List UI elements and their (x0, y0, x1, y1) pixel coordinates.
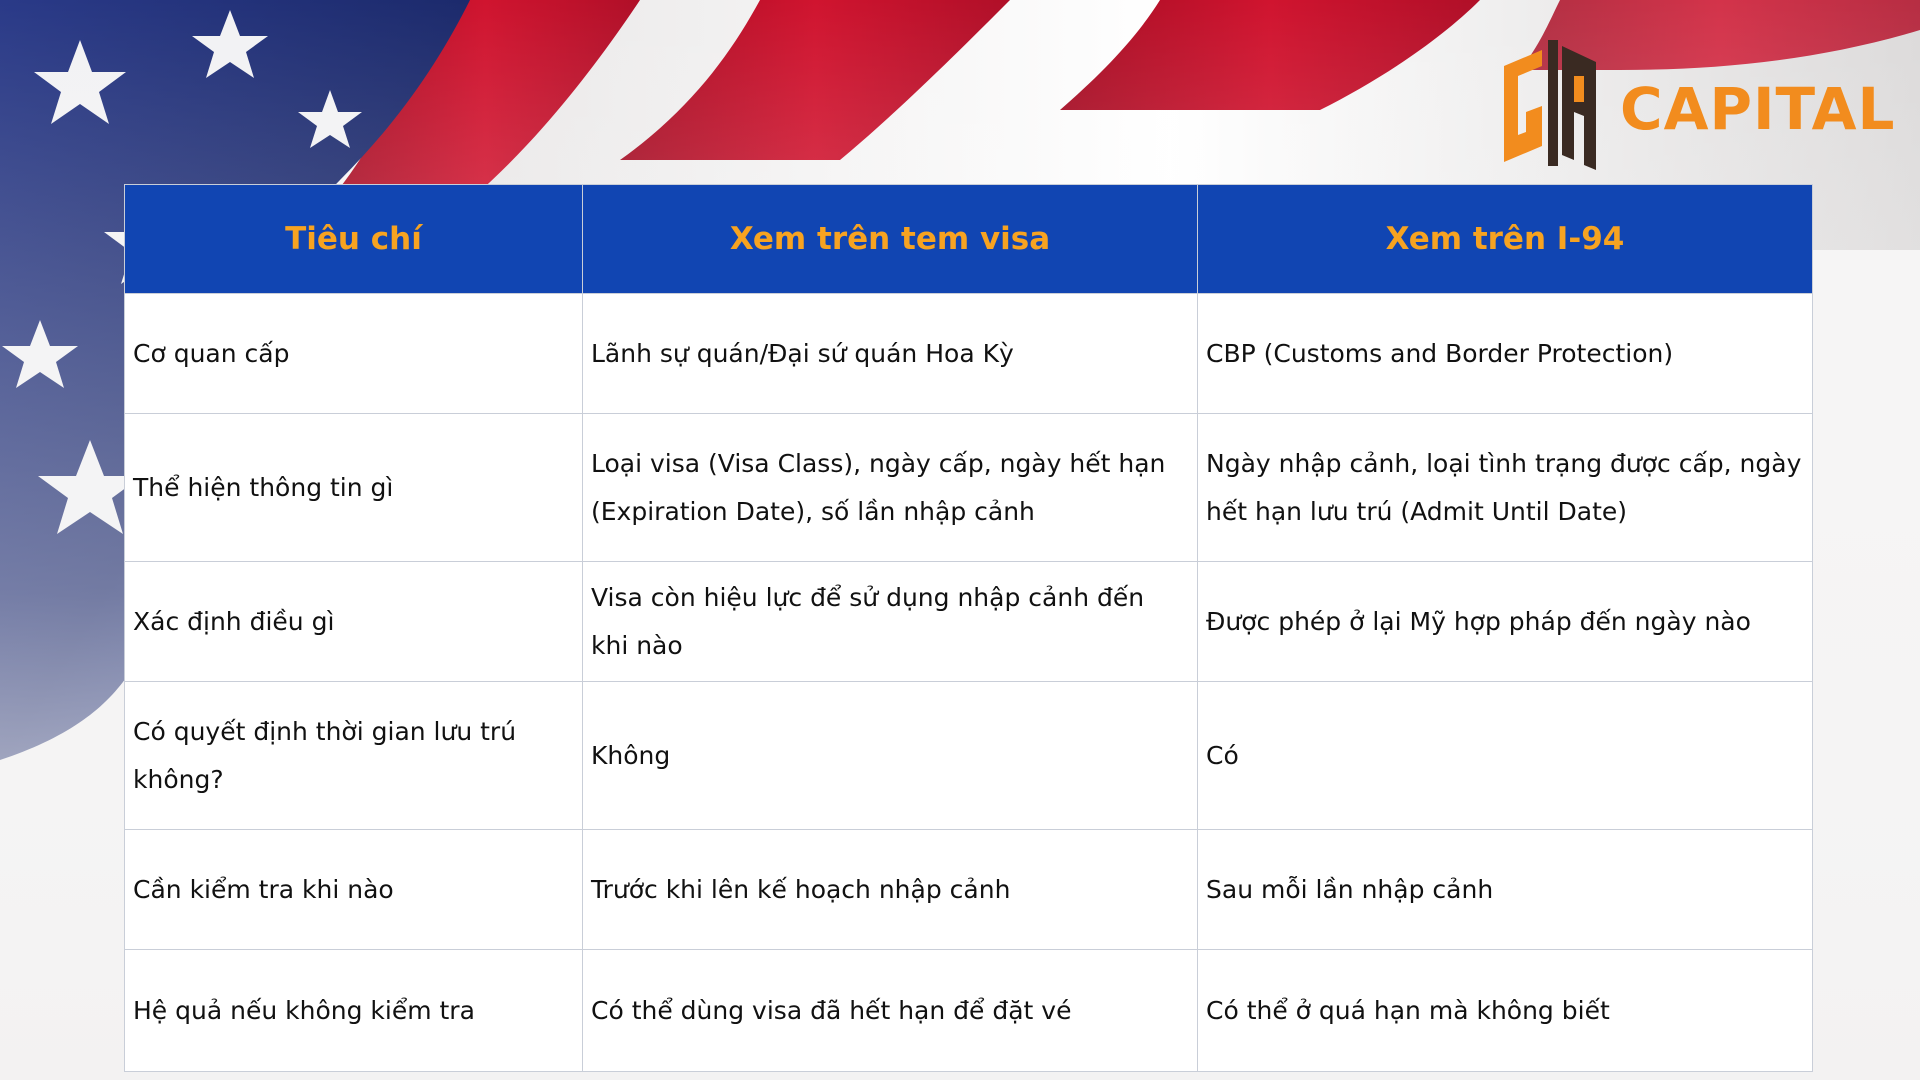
table-row (125, 682, 1813, 830)
i94-cell: CBP (Customs and Border Protection) (1198, 294, 1813, 414)
criteria-cell: Xác định điều gì (125, 562, 583, 682)
table-row (125, 414, 1813, 562)
comparison-table-container (124, 184, 1812, 1072)
gia-capital-logo (1496, 36, 1896, 176)
header-i94: Xem trên I-94 (1198, 185, 1813, 294)
visa-cell: Có thể dùng visa đã hết hạn để đặt vé (583, 950, 1198, 1072)
i94-cell: Ngày nhập cảnh, loại tình trạng được cấp, ngày hết hạn lưu trú (Admit Until Date) (1198, 414, 1813, 562)
i94-cell: Có (1198, 682, 1813, 830)
i94-cell: Có thể ở quá hạn mà không biết (1198, 950, 1813, 1072)
logo-wordmark: CAPITAL (1620, 75, 1896, 143)
table-row (125, 950, 1813, 1072)
gia-logo-mark-icon (1496, 36, 1602, 176)
visa-cell: Không (583, 682, 1198, 830)
i94-cell: Sau mỗi lần nhập cảnh (1198, 830, 1813, 950)
table-row (125, 294, 1813, 414)
table-row (125, 562, 1813, 682)
visa-cell: Trước khi lên kế hoạch nhập cảnh (583, 830, 1198, 950)
visa-cell: Loại visa (Visa Class), ngày cấp, ngày hết hạn (Expiration Date), số lần nhập cảnh (583, 414, 1198, 562)
criteria-cell: Hệ quả nếu không kiểm tra (125, 950, 583, 1072)
visa-cell: Lãnh sự quán/Đại sứ quán Hoa Kỳ (583, 294, 1198, 414)
table-row (125, 830, 1813, 950)
criteria-cell: Có quyết định thời gian lưu trú không? (125, 682, 583, 830)
criteria-cell: Cần kiểm tra khi nào (125, 830, 583, 950)
visa-cell: Visa còn hiệu lực để sử dụng nhập cảnh đến khi nào (583, 562, 1198, 682)
i94-cell: Được phép ở lại Mỹ hợp pháp đến ngày nào (1198, 562, 1813, 682)
header-criteria: Tiêu chí (125, 185, 583, 294)
visa-i94-comparison-table (124, 184, 1813, 1072)
header-visa-stamp: Xem trên tem visa (583, 185, 1198, 294)
table-header-row (125, 185, 1813, 294)
criteria-cell: Cơ quan cấp (125, 294, 583, 414)
criteria-cell: Thể hiện thông tin gì (125, 414, 583, 562)
